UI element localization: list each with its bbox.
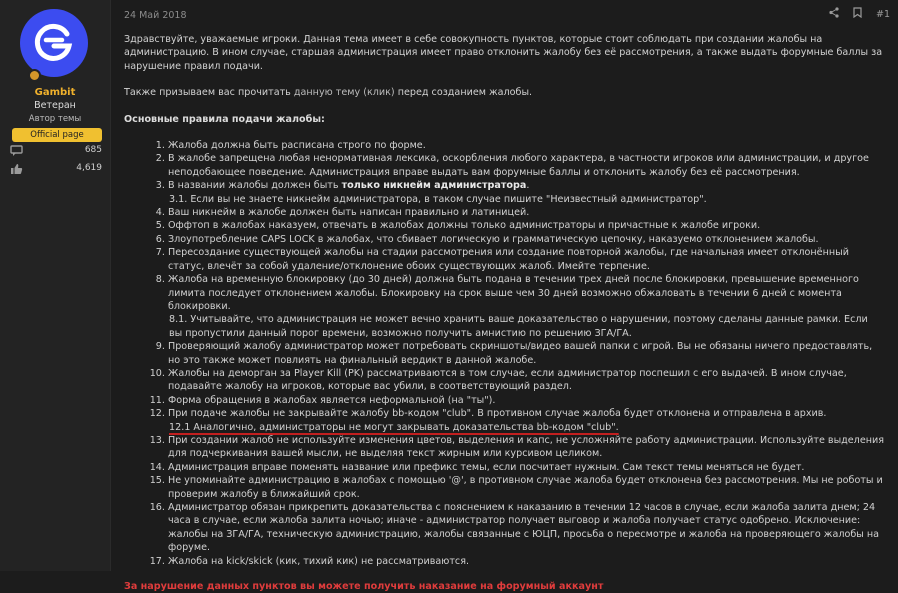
share-icon[interactable] xyxy=(829,7,839,22)
read-topic-text: Также призываем вас прочитать xyxy=(124,87,294,99)
rule-text: Форма обращения в жалобах является неформальной (на "ты"). xyxy=(168,394,496,406)
rule-item xyxy=(168,152,884,179)
rule-item xyxy=(168,139,884,152)
rule-text: Жалобы на деморган за Player Kill (PK) рассматриваются в том случае, если администратор поспешил с его выдачей. В ином случае, подавайте жалобу на игроков, которые вас убили, в соответствующий раздел. xyxy=(168,367,847,393)
rule-item xyxy=(168,394,884,407)
rule-text: Администрация вправе поменять название или префикс темы, если посчитает нужным. Сам текст темы меняться не будет. xyxy=(168,461,805,473)
rule-item xyxy=(168,219,884,232)
author-role: Автор темы xyxy=(28,114,82,124)
rule-text: Пересоздание существующей жалобы на стадии рассмотрения или создание повторной жалобы, где начальная имеет отклонённый статус, влечёт за собой удаление/отклонение обоих существующих жалоб. Имейте терпение. xyxy=(168,247,849,272)
rule-subitem: 3.1. Если вы не знаете никнейм администратора, в таком случае пишите "Неизвестный администратор". xyxy=(169,193,707,205)
rule-item xyxy=(168,434,884,461)
message-icon xyxy=(10,145,23,157)
rules-list xyxy=(124,139,884,568)
rule-text: При подаче жалобы не закрывайте жалобу bb-кодом "club". В противном случае жалоба будет отклонена и отправлена в архив. xyxy=(168,408,827,420)
status-indicator-icon xyxy=(28,69,41,82)
avatar[interactable] xyxy=(20,9,88,77)
rule-text: При создании жалоб не используйте изменения цветов, выделения и капс, не усложняйте работу администрации. Используйте выделения для подчеркивания вашей мысли, не выделяя текст жирным или курсивом целиком. xyxy=(168,434,884,460)
rule-text: В жалобе запрещена любая ненормативная лексика, оскорбления любого характера, в частности игроков или администрации, и другое неподобающее поведение. Администрация вправе выдать вам форумные баллы и отклонить жалобу без её рассмотрения. xyxy=(168,153,869,178)
thumbs-up-icon xyxy=(10,163,23,175)
rule-text: Проверяющий жалобу администратор может потребовать скриншоты/видео вашей папки с игрой. Вы не обязаны ничего предоставлять, но это также может повлиять на финальный вердикт в данной жалобе. xyxy=(168,341,873,366)
rule-text: Администратор обязан прикрепить доказательства с пояснением к наказанию в течении 12 часов в случае, если жалоба залита днем; 24 часа в случае, если жалоба залита ночью; иначе - администратор получает выговор и жалоба получает статус одобрено. Исключение: жалобы на ЗГА/ГА, техническую администрацию, жалобы связанные с ЮЦП, просьба о пересмотре и жалоба на проверяющего жалобы на форуме. xyxy=(168,502,880,554)
rule-item xyxy=(168,179,884,206)
author-panel xyxy=(0,0,111,571)
rule-bold-text: только никнейм администратора xyxy=(341,180,527,192)
read-topic-tail: перед созданием жалобы. xyxy=(394,87,533,99)
rule-text: В названии жалобы должен быть xyxy=(168,180,342,192)
rule-item xyxy=(168,246,884,273)
rule-text: Жалоба на временную блокировку (до 30 дней) должна быть подана в течении трех дней после блокировки, превышение временного лимита последует отклонением жалобы. Блокировку на срок выше чем 30 дней возможно обжаловать в течении 6 дней с момента блокировки. xyxy=(168,274,859,312)
rule-text: Жалоба должна быть расписана строго по форме. xyxy=(168,140,426,152)
rule-item xyxy=(168,501,884,555)
likes-stat xyxy=(10,162,102,176)
rule-item xyxy=(168,340,884,367)
warning-text: За нарушение данных пунктов вы можете получить наказание на форумный аккаунт xyxy=(124,581,604,593)
author-name[interactable]: Gambit xyxy=(34,87,76,98)
post-intro: Здравствуйте, уважаемые игроки. Данная тема имеет в себе совокупность пунктов, которые стоит соблюдать при создании жалобы на администрацию. В ином случае, старшая администрация имеет право отклонить жалобу без её рассмотрения, а также выдать форумные баллы за нарушение правил подачи. xyxy=(124,34,883,72)
rules-heading: Основные правила подачи жалобы: xyxy=(124,113,325,125)
likes-count: 4,619 xyxy=(76,163,102,174)
rule-item xyxy=(168,206,884,219)
author-title: Ветеран xyxy=(34,100,76,111)
rule-item xyxy=(168,233,884,246)
rule-text: Оффтоп в жалобах наказуем, отвечать в жалобах должны только администраторы и причастные к жалобе игроки. xyxy=(168,220,761,232)
messages-stat xyxy=(10,144,102,158)
rule-item xyxy=(168,555,884,568)
gambit-logo-icon xyxy=(32,21,76,65)
topic-link[interactable]: данную тему (клик) xyxy=(293,87,395,99)
post-tools xyxy=(829,7,890,22)
rule-text: Жалоба на kick/skick (кик, тихий кик) не рассматриваются. xyxy=(168,555,470,567)
post-body xyxy=(124,33,884,593)
official-page-badge[interactable]: Official page xyxy=(12,128,102,142)
rule-text-tail: . xyxy=(526,180,530,192)
post-date[interactable]: 24 Май 2018 xyxy=(124,10,187,21)
underlined-subitem: 12.1 Аналогично, администраторы не могут закрывать доказательства bb-кодом "club". xyxy=(169,421,619,433)
rule-text: Ваш никнейм в жалобе должен быть написан правильно и латиницей. xyxy=(168,207,530,219)
rule-text: Злоупотребление CAPS LOCK в жалобах, что сбивает логическую и грамматическую цепочку, наказуемо отклонением жалобы. xyxy=(168,233,819,245)
rule-item xyxy=(168,461,884,474)
messages-count: 685 xyxy=(84,145,102,156)
rule-item xyxy=(168,474,884,501)
post-number[interactable]: #1 xyxy=(875,9,890,20)
read-topic-note xyxy=(124,86,884,99)
rule-subitem xyxy=(168,421,884,434)
rule-item xyxy=(168,407,884,434)
rule-item xyxy=(168,273,884,340)
bookmark-icon[interactable] xyxy=(853,7,862,22)
rule-text: Не упоминайте администрацию в жалобах с помощью '@', в противном случае жалоба будет отклонена без рассмотрения. Мы не роботы и проверим жалобу в ближайший срок. xyxy=(168,475,883,500)
rule-subitem: 8.1. Учитывайте, что администрация не может вечно хранить ваше доказательство о нарушении, поэтому сделаны данные рамки. Если вы пропустили данный порог времени, возможно получить амнистию по решению ЗГА/ГА. xyxy=(169,314,868,339)
rule-item xyxy=(168,367,884,394)
